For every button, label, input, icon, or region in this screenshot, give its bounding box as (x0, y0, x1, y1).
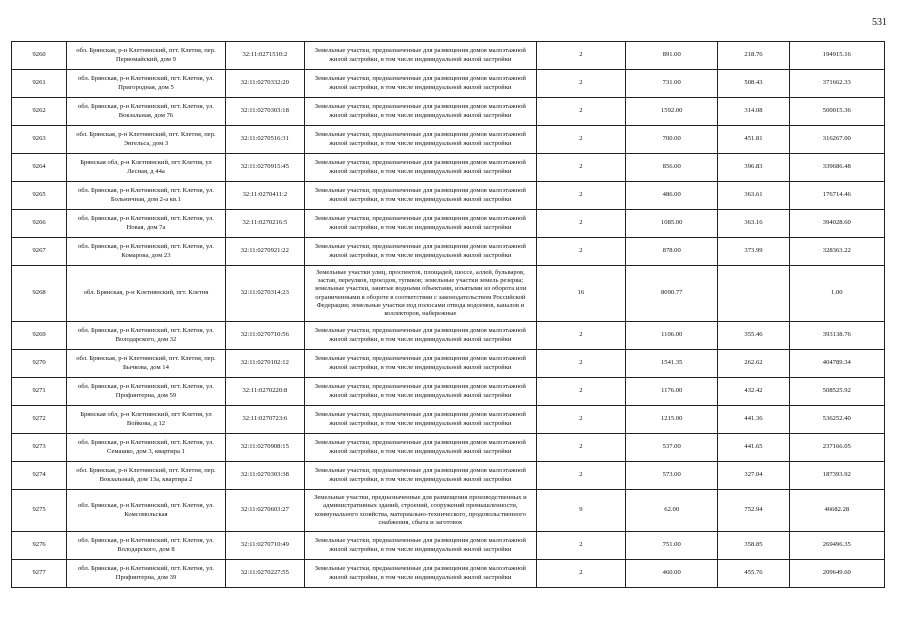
area-cell: 1541.35 (626, 350, 718, 378)
category-cell: 2 (536, 182, 625, 210)
cadastral-cost-cell: 394028.60 (789, 210, 884, 238)
row-number-cell: 9262 (12, 98, 67, 126)
cadastral-cost-cell: 194915.16 (789, 42, 884, 70)
cadastral-cost-cell: 176714.46 (789, 182, 884, 210)
cadastral-number-cell: 32:11:0270411:2 (225, 182, 304, 210)
area-cell: 1592.00 (626, 98, 718, 126)
cadastral-number-cell: 32:11:0271510:2 (225, 42, 304, 70)
table-row (12, 42, 885, 70)
cadastral-number-cell: 32:11:0270102:12 (225, 350, 304, 378)
address-cell: обл. Брянская, р-н Клетнянский, пгт. Клетня, ул. Володарского, дом 8 (67, 532, 226, 560)
cadastral-cost-cell: 404789.34 (789, 350, 884, 378)
cadastral-number-cell: 32:11:0270603:27 (225, 490, 304, 532)
address-cell: обл. Брянская, р-н Клетнянский, пгт. Клетня, ул. Вокзальная, дом 76 (67, 98, 226, 126)
cadastral-value-table (11, 41, 885, 588)
table-row (12, 406, 885, 434)
table-row (12, 126, 885, 154)
row-number-cell: 9261 (12, 70, 67, 98)
table-row (12, 182, 885, 210)
table-row (12, 532, 885, 560)
table-row (12, 266, 885, 322)
area-cell: 1176.00 (626, 378, 718, 406)
address-cell: обл. Брянская, р-н Клетнянский, пгт. Клетня, пер. Вокзальный, дом 13а, квартира 2 (67, 462, 226, 490)
category-cell: 2 (536, 406, 625, 434)
specific-value-cell: 441.36 (718, 406, 789, 434)
cadastral-number-cell: 32:11:0270216:5 (225, 210, 304, 238)
land-use-text: Земельные участки, предназначенные для размещения домов малоэтажной жилой застройки, в том числе индивидуальной жилой застройки (314, 75, 526, 91)
address-cell: обл. Брянская, р-н Клетнянский, пгт. Клетня, пер. Энгельса, дом 3 (67, 126, 226, 154)
row-number-cell: 9268 (12, 266, 67, 322)
cadastral-cost-cell: 187393.92 (789, 462, 884, 490)
address-cell: обл. Брянская, р-н Клетнянский, пгт. Клетня, ул. Новая, дом 7а (67, 210, 226, 238)
address-cell: обл. Брянская, р-н Клетнянский, пгт. Клетня, ул. Профинтерна, дом 59 (67, 378, 226, 406)
land-use-cell (304, 406, 536, 434)
address-cell: обл. Брянская, р-н Клетнянский, пгт. Клетня, ул. Пригородная, дом 5 (67, 70, 226, 98)
category-cell: 2 (536, 378, 625, 406)
table-body (12, 42, 885, 588)
land-use-text: Земельные участки, предназначенные для размещения домов малоэтажной жилой застройки, в том числе индивидуальной жилой застройки (314, 243, 526, 259)
address-cell: обл. Брянская, р-н Клетнянский, пгт. Клетня, ул. Семашко, дом 3, квартира 1 (67, 434, 226, 462)
specific-value-cell: 451.81 (718, 126, 789, 154)
category-cell: 9 (536, 490, 625, 532)
cadastral-number-cell: 32:11:0270915:45 (225, 154, 304, 182)
address-cell: Брянская обл, р-н Клетнянский, пгт Клетня, ул Войкова, д 12 (67, 406, 226, 434)
cadastral-cost-cell: 237166.05 (789, 434, 884, 462)
cadastral-cost-cell: 339686.48 (789, 154, 884, 182)
specific-value-cell: 396.83 (718, 154, 789, 182)
area-cell: 878.00 (626, 238, 718, 266)
row-number-cell: 9264 (12, 154, 67, 182)
address-cell: обл. Брянская, р-н Клетнянский, пгт. Клетня (67, 266, 226, 322)
area-cell: 700.00 (626, 126, 718, 154)
land-use-cell (304, 322, 536, 350)
table-row (12, 350, 885, 378)
address-cell: обл. Брянская, р-н Клетнянский, пгт. Клетня, ул. Профинтерна, дом 39 (67, 560, 226, 588)
cadastral-cost-cell: 46682.28 (789, 490, 884, 532)
category-cell: 2 (536, 210, 625, 238)
land-use-cell (304, 434, 536, 462)
table-row (12, 98, 885, 126)
category-cell: 2 (536, 462, 625, 490)
land-use-cell (304, 126, 536, 154)
category-cell: 2 (536, 322, 625, 350)
table-row (12, 490, 885, 532)
row-number-cell: 9263 (12, 126, 67, 154)
cadastral-number-cell: 32:11:0270303:38 (225, 462, 304, 490)
specific-value-cell: 373.99 (718, 238, 789, 266)
cadastral-cost-cell: 209649.60 (789, 560, 884, 588)
category-cell: 2 (536, 350, 625, 378)
specific-value-cell: 455.76 (718, 560, 789, 588)
land-use-text: Земельные участки, предназначенные для размещения производственных и административных зданий, строений, сооружений промышленности, коммунального хозяйства, материально-технического, продовольственного снабжения, сбыта и заготовок (314, 493, 527, 526)
specific-value-cell: 752.94 (718, 490, 789, 532)
cadastral-number-cell: 32:11:0270303:18 (225, 98, 304, 126)
row-number-cell: 9276 (12, 532, 67, 560)
table-row (12, 378, 885, 406)
specific-value-cell: 314.08 (718, 98, 789, 126)
category-cell: 2 (536, 42, 625, 70)
specific-value-cell: 363.61 (718, 182, 789, 210)
cadastral-number-cell: 32:11:0270227:55 (225, 560, 304, 588)
specific-value-cell: 441.65 (718, 434, 789, 462)
land-use-text: Земельные участки, предназначенные для размещения домов малоэтажной жилой застройки, в том числе индивидуальной жилой застройки (314, 159, 526, 175)
address-cell: обл. Брянская, р-н Клетнянский, пгт. Клетня, пер. Бычкова, дом 14 (67, 350, 226, 378)
land-use-cell (304, 98, 536, 126)
cadastral-cost-cell: 371662.33 (789, 70, 884, 98)
cadastral-cost-cell: 508525.92 (789, 378, 884, 406)
land-use-text: Земельные участки улиц, проспектов, площадей, шоссе, аллей, бульваров, застав, переулков, проездов, тупиков; земельные участки земель резерва; земельные участки, занятые водными объектами, изъятыми из оборота или ограниченными в обороте в соответствии с законодательством Российской Федерации; земельные участки под полосами отвода водоемов, каналов и коллекторов, набережные (314, 268, 527, 318)
cadastral-number-cell: 32:11:0270723:6 (225, 406, 304, 434)
table-row (12, 434, 885, 462)
area-cell: 751.00 (626, 532, 718, 560)
land-use-cell (304, 154, 536, 182)
row-number-cell: 9269 (12, 322, 67, 350)
row-number-cell: 9275 (12, 490, 67, 532)
land-use-text: Земельные участки, предназначенные для размещения домов малоэтажной жилой застройки, в том числе индивидуальной жилой застройки (314, 47, 526, 63)
specific-value-cell: 363.16 (718, 210, 789, 238)
area-cell: 62.00 (626, 490, 718, 532)
cadastral-cost-cell: 269496.35 (789, 532, 884, 560)
address-cell: обл. Брянская, р-н Клетнянский, пгт. Клетня, ул. Комсомольская (67, 490, 226, 532)
land-use-cell (304, 532, 536, 560)
area-cell: 856.00 (626, 154, 718, 182)
cadastral-number-cell: 32:11:0270332:20 (225, 70, 304, 98)
land-use-text: Земельные участки, предназначенные для размещения домов малоэтажной жилой застройки, в том числе индивидуальной жилой застройки (314, 187, 526, 203)
land-use-cell (304, 560, 536, 588)
specific-value-cell: 262.62 (718, 350, 789, 378)
land-use-text: Земельные участки, предназначенные для размещения домов малоэтажной жилой застройки, в том числе индивидуальной жилой застройки (314, 411, 526, 427)
cadastral-number-cell: 32:11:0270516:31 (225, 126, 304, 154)
land-use-cell (304, 182, 536, 210)
cadastral-cost-cell: 316267.00 (789, 126, 884, 154)
category-cell: 2 (536, 98, 625, 126)
address-cell: обл. Брянская, р-н Клетнянский, пгт. Клетня, пер. Первомайский, дом 9 (67, 42, 226, 70)
category-cell: 2 (536, 560, 625, 588)
category-cell: 2 (536, 154, 625, 182)
land-use-text: Земельные участки, предназначенные для размещения домов малоэтажной жилой застройки, в том числе индивидуальной жилой застройки (314, 467, 526, 483)
land-use-text: Земельные участки, предназначенные для размещения домов малоэтажной жилой застройки, в том числе индивидуальной жилой застройки (314, 215, 526, 231)
area-cell: 8090.77 (626, 266, 718, 322)
cadastral-cost-cell: 536252.40 (789, 406, 884, 434)
land-use-text: Земельные участки, предназначенные для размещения домов малоэтажной жилой застройки, в том числе индивидуальной жилой застройки (314, 439, 526, 455)
category-cell: 2 (536, 126, 625, 154)
specific-value-cell: 508.43 (718, 70, 789, 98)
page-number: 531 (872, 17, 887, 28)
table-row (12, 238, 885, 266)
row-number-cell: 9272 (12, 406, 67, 434)
cadastral-cost-cell: 393138.76 (789, 322, 884, 350)
category-cell: 2 (536, 434, 625, 462)
row-number-cell: 9271 (12, 378, 67, 406)
area-cell: 537.00 (626, 434, 718, 462)
row-number-cell: 9270 (12, 350, 67, 378)
row-number-cell: 9267 (12, 238, 67, 266)
land-use-cell (304, 490, 536, 532)
row-number-cell: 9266 (12, 210, 67, 238)
area-cell: 1215.00 (626, 406, 718, 434)
area-cell: 486.00 (626, 182, 718, 210)
category-cell: 16 (536, 266, 625, 322)
land-use-text: Земельные участки, предназначенные для размещения домов малоэтажной жилой застройки, в том числе индивидуальной жилой застройки (314, 103, 526, 119)
area-cell: 573.00 (626, 462, 718, 490)
table-row (12, 322, 885, 350)
specific-value-cell: 218.76 (718, 42, 789, 70)
land-use-cell (304, 266, 536, 322)
specific-value-cell (718, 266, 789, 322)
land-use-text: Земельные участки, предназначенные для размещения домов малоэтажной жилой застройки, в том числе индивидуальной жилой застройки (314, 355, 526, 371)
address-cell: обл. Брянская, р-н Клетнянский, пгт. Клетня, ул. Володарского, дом 32 (67, 322, 226, 350)
table-row (12, 560, 885, 588)
table-row (12, 462, 885, 490)
address-cell: обл. Брянская, р-н Клетнянский, пгт. Клетня, ул. Больничная, дом 2-а кв.1 (67, 182, 226, 210)
area-cell: 731.00 (626, 70, 718, 98)
specific-value-cell: 355.46 (718, 322, 789, 350)
land-use-cell (304, 210, 536, 238)
land-use-text: Земельные участки, предназначенные для размещения домов малоэтажной жилой застройки, в том числе индивидуальной жилой застройки (314, 383, 526, 399)
land-use-cell (304, 70, 536, 98)
land-use-cell (304, 462, 536, 490)
address-cell: Брянская обл, р-н Клетнянский, пгт Клетня, ул Лесная, д 44а (67, 154, 226, 182)
cadastral-cost-cell: 500015.36 (789, 98, 884, 126)
cadastral-number-cell: 32:11:0270220:8 (225, 378, 304, 406)
cadastral-number-cell: 32:11:0270710:56 (225, 322, 304, 350)
land-use-text: Земельные участки, предназначенные для размещения домов малоэтажной жилой застройки, в том числе индивидуальной жилой застройки (314, 131, 526, 147)
land-use-text: Земельные участки, предназначенные для размещения домов малоэтажной жилой застройки, в том числе индивидуальной жилой застройки (314, 537, 526, 553)
area-cell: 460.00 (626, 560, 718, 588)
land-use-text: Земельные участки, предназначенные для размещения домов малоэтажной жилой застройки, в том числе индивидуальной жилой застройки (314, 565, 526, 581)
land-use-text: Земельные участки, предназначенные для размещения домов малоэтажной жилой застройки, в том числе индивидуальной жилой застройки (314, 327, 526, 343)
category-cell: 2 (536, 532, 625, 560)
land-use-cell (304, 378, 536, 406)
area-cell: 1106.00 (626, 322, 718, 350)
specific-value-cell: 432.42 (718, 378, 789, 406)
row-number-cell: 9277 (12, 560, 67, 588)
specific-value-cell: 327.04 (718, 462, 789, 490)
cadastral-number-cell: 32:11:0270921:22 (225, 238, 304, 266)
address-cell: обл. Брянская, р-н Клетнянский, пгт. Клетня, ул. Комарова, дом 23 (67, 238, 226, 266)
cadastral-number-cell: 32:11:0270908:15 (225, 434, 304, 462)
area-cell: 1085.00 (626, 210, 718, 238)
table-row (12, 70, 885, 98)
row-number-cell: 9260 (12, 42, 67, 70)
cadastral-cost-cell: 1.00 (789, 266, 884, 322)
land-use-cell (304, 238, 536, 266)
land-use-cell (304, 42, 536, 70)
specific-value-cell: 358.85 (718, 532, 789, 560)
table-row (12, 154, 885, 182)
category-cell: 2 (536, 238, 625, 266)
cadastral-number-cell: 32:11:0270710:49 (225, 532, 304, 560)
table-row (12, 210, 885, 238)
row-number-cell: 9274 (12, 462, 67, 490)
land-use-cell (304, 350, 536, 378)
cadastral-cost-cell: 328363.22 (789, 238, 884, 266)
category-cell: 2 (536, 70, 625, 98)
area-cell: 891.00 (626, 42, 718, 70)
cadastral-number-cell: 32:11:0270314:23 (225, 266, 304, 322)
row-number-cell: 9265 (12, 182, 67, 210)
row-number-cell: 9273 (12, 434, 67, 462)
